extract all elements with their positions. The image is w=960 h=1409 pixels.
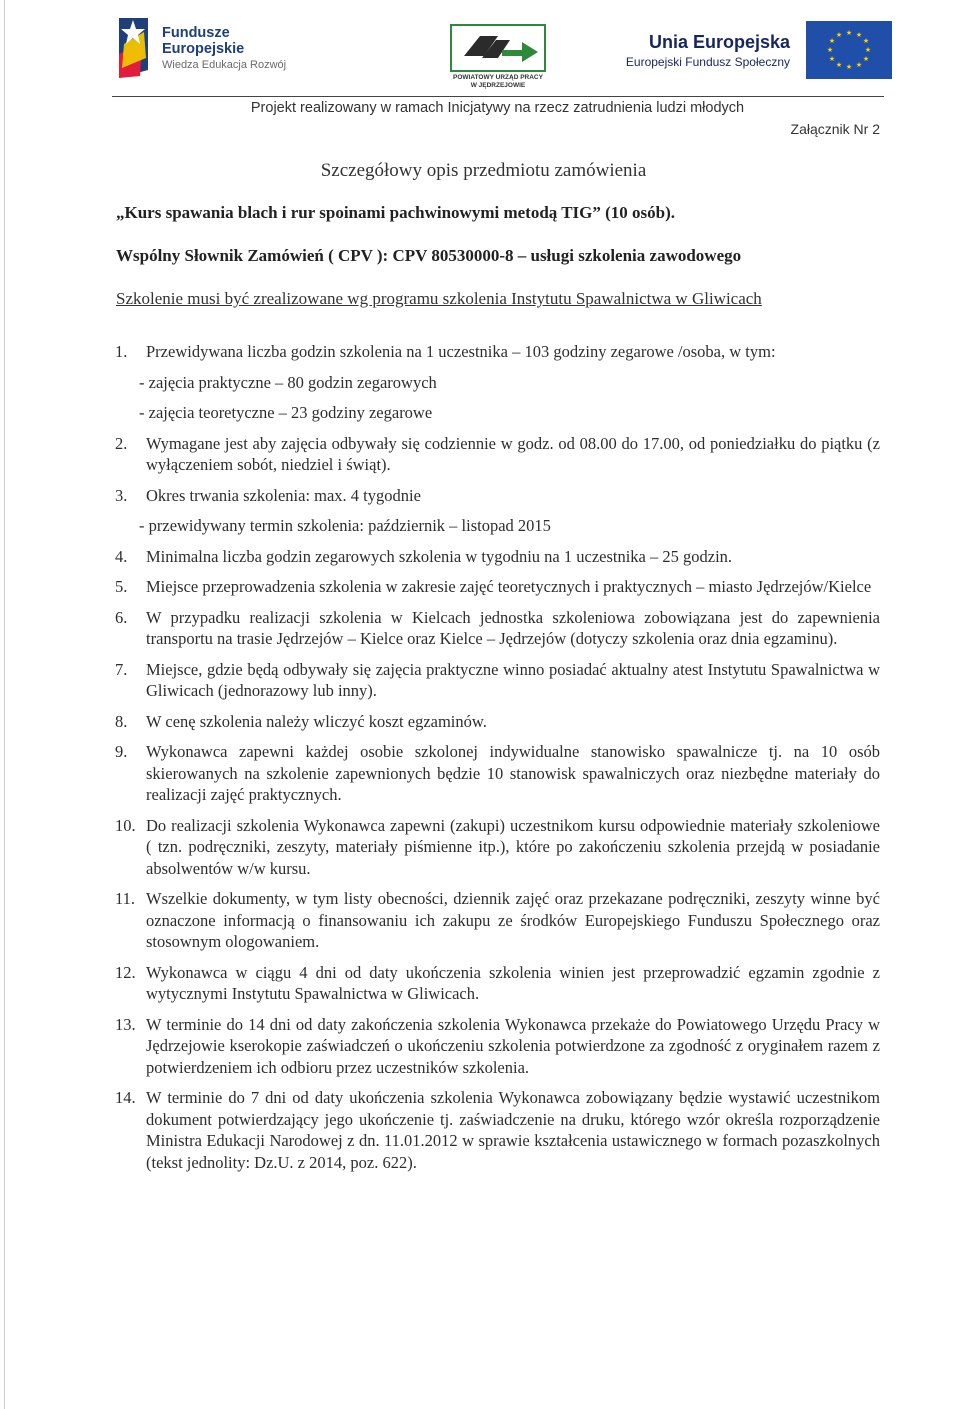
sub-item: - zajęcia teoretyczne – 23 godziny zegarowe bbox=[139, 403, 433, 422]
sub-item: - przewidywany termin szkolenia: październik – listopad 2015 bbox=[139, 516, 551, 535]
fe-name-line2: Europejskie bbox=[162, 41, 245, 57]
document-title: Szczegółowy opis przedmiotu zamówienia bbox=[320, 160, 647, 181]
item-text: Okres trwania szkolenia: max. 4 tygodnie bbox=[146, 485, 421, 505]
list-item bbox=[115, 962, 880, 1005]
fe-name-line1: Fundusze bbox=[162, 25, 230, 41]
project-line: Projekt realizowany w ramach Inicjatywy na rzecz zatrudnienia ludzi młodych bbox=[250, 100, 745, 116]
svg-text:★: ★ bbox=[835, 31, 843, 39]
item-text: Miejsce, gdzie będą odbywały się zajęcia praktyczne winno posiadać aktualny atest Instytutu Spawalnictwa w Gliwicach (jednorazowy lub inny). bbox=[146, 659, 880, 700]
eu-flag-icon bbox=[806, 21, 892, 79]
item-text: W cenę szkolenia należy wliczyć koszt egzaminów. bbox=[146, 711, 487, 731]
item-text: Wszelkie dokumenty, w tym listy obecności, dziennik zajęć oraz przekazane podręczniki, zeszyty winne być oznaczone informacją o finansowaniu ich zakupu ze środków Europejskiego Funduszu Społecznego oraz stosownym ologowaniem. bbox=[146, 889, 880, 951]
list-item bbox=[115, 888, 880, 953]
item-number: 3. bbox=[115, 485, 128, 505]
svg-text:★: ★ bbox=[826, 46, 834, 54]
svg-text:★: ★ bbox=[864, 46, 872, 54]
list-item bbox=[115, 1087, 880, 1173]
list-item bbox=[115, 576, 880, 598]
item-number: 1. bbox=[115, 342, 128, 361]
svg-text:★: ★ bbox=[845, 63, 853, 71]
item-number: 2. bbox=[115, 433, 128, 453]
item-number: 8. bbox=[115, 711, 128, 731]
svg-text:★: ★ bbox=[855, 61, 863, 69]
item-text: W przypadku realizacji szkolenia w Kielcach jednostka szkoleniowa zobowiązana jest do zapewnienia transportu na trasie Jędrzejów – Kielce oraz Kielce – Jędrzejów (dotyczy szkolenia oraz dnia egzaminu). bbox=[146, 607, 880, 648]
item-number: 14. bbox=[115, 1088, 136, 1107]
item-text: Minimalna liczba godzin zegarowych szkolenia w tygodniu na 1 uczestnika – 25 godzin. bbox=[146, 546, 733, 566]
svg-text:★: ★ bbox=[855, 31, 863, 39]
list-item bbox=[115, 1014, 880, 1079]
item-text: Do realizacji szkolenia Wykonawca zapewni (zakupi) uczestnikom kursu odpowiednie materiały szkoleniowe ( tzn. podręczniki, zeszyty, materiały piśmienne itp.), które po zakończeniu szkolenia przejdą w posiadanie absolwentów w/w kursu. bbox=[146, 815, 880, 878]
header-divider bbox=[112, 96, 884, 97]
list-item bbox=[115, 546, 880, 568]
item-number: 13. bbox=[115, 1014, 136, 1034]
svg-text:★: ★ bbox=[862, 37, 870, 45]
item-text: W terminie do 14 dni od daty zakończenia szkolenia Wykonawca przekaże do Powiatowego Urzędu Pracy w Jędrzejowie kserokopie zaświadczeń o ukończeniu szkolenia potwierdzone za zgodność z oryginałem razem z potwierdzeniem ich odbioru przez uczestników szkolenia. bbox=[146, 1014, 880, 1077]
svg-text:★: ★ bbox=[828, 55, 836, 63]
list-item bbox=[115, 815, 880, 880]
list-item bbox=[115, 607, 880, 650]
list-item bbox=[115, 741, 880, 806]
eu-subtitle: Europejski Fundusz Społeczny bbox=[625, 55, 790, 69]
attachment-label: Załącznik Nr 2 bbox=[790, 121, 880, 137]
item-text: Przewidywana liczba godzin szkolenia na 1 uczestnika – 103 godziny zegarowe /osoba, w tym: bbox=[146, 342, 776, 361]
program-note: Szkolenie musi być zrealizowane wg programu szkolenia Instytutu Spawalnictwa w Gliwicach bbox=[116, 289, 762, 308]
item-number: 6. bbox=[115, 607, 128, 627]
item-number: 7. bbox=[115, 659, 128, 679]
item-text: W terminie do 7 dni od daty ukończenia szkolenia Wykonawca zobowiązany będzie wystawić uczestnikom dokument potwierdzający jego ukończenie tj. zaświadczenie na druku, którego wzór określa rozporządzenie Ministra Edukacji Narodowej z dn. 11.01.2012 w sprawie kształcenia ustawicznego w formach pozaszkolnych (tekst jednolity: Dz.U. z 2014, poz. 622). bbox=[146, 1088, 880, 1172]
item-number: 12. bbox=[115, 962, 136, 982]
pup-name-line2: W JĘDRZEJOWIE bbox=[470, 82, 526, 89]
item-number: 4. bbox=[115, 546, 128, 566]
item-number: 5. bbox=[115, 577, 128, 596]
course-name: „Kurs spawania blach i rur spoinami pachwinowymi metodą TIG” (10 osób). bbox=[116, 203, 676, 222]
item-text: Wykonawca zapewni każdej osobie szkolonej indywidualne stanowisko spawalnicze tj. na 10 osób skierowanych na szkolenie zapewnionych będzie 10 stanowisk spawalniczych oraz niezbędne materiały do realizacji zajęć praktycznych. bbox=[146, 742, 880, 804]
eu-title: Unia Europejska bbox=[648, 32, 790, 52]
cpv-line: Wspólny Słownik Zamówień ( CPV ): CPV 80530000-8 – usługi szkolenia zawodowego bbox=[116, 246, 742, 265]
svg-text:★: ★ bbox=[862, 55, 870, 63]
item-text: Wykonawca w ciągu 4 dni od daty ukończenia szkolenia winien jest przeprowadzić egzamin zgodnie z wytycznymi Instytutu Spawalnictwa w Gliwicach. bbox=[146, 962, 880, 1003]
svg-text:★: ★ bbox=[845, 29, 853, 37]
sub-item: - zajęcia praktyczne – 80 godzin zegarowych bbox=[139, 372, 437, 392]
item-number: 9. bbox=[115, 742, 128, 761]
item-number: 10. bbox=[115, 815, 136, 835]
item-text: Miejsce przeprowadzenia szkolenia w zakresie zajęć teoretycznych i praktycznych – miasto Jędrzejów/Kielce bbox=[146, 577, 872, 596]
list-item bbox=[115, 341, 880, 363]
list-item bbox=[115, 659, 880, 702]
list-item bbox=[115, 433, 880, 476]
list-item bbox=[115, 485, 880, 507]
item-number: 11. bbox=[115, 889, 136, 908]
list-item bbox=[115, 711, 880, 733]
svg-text:★: ★ bbox=[835, 61, 843, 69]
eu-logo-text bbox=[626, 32, 790, 69]
item-text: Wymagane jest aby zajęcia odbywały się codziennie w godz. od 08.00 do 17.00, od poniedziałku do piątku (z wyłączeniem sobót, niedziel i świąt). bbox=[146, 433, 880, 474]
page-edge bbox=[4, 0, 5, 1409]
requirements-list bbox=[115, 341, 880, 1182]
fe-tagline: Wiedza Edukacja Rozwój bbox=[162, 59, 287, 71]
pup-name-line1: POWIATOWY URZĄD PRACY bbox=[453, 74, 543, 81]
svg-text:★: ★ bbox=[828, 37, 836, 45]
